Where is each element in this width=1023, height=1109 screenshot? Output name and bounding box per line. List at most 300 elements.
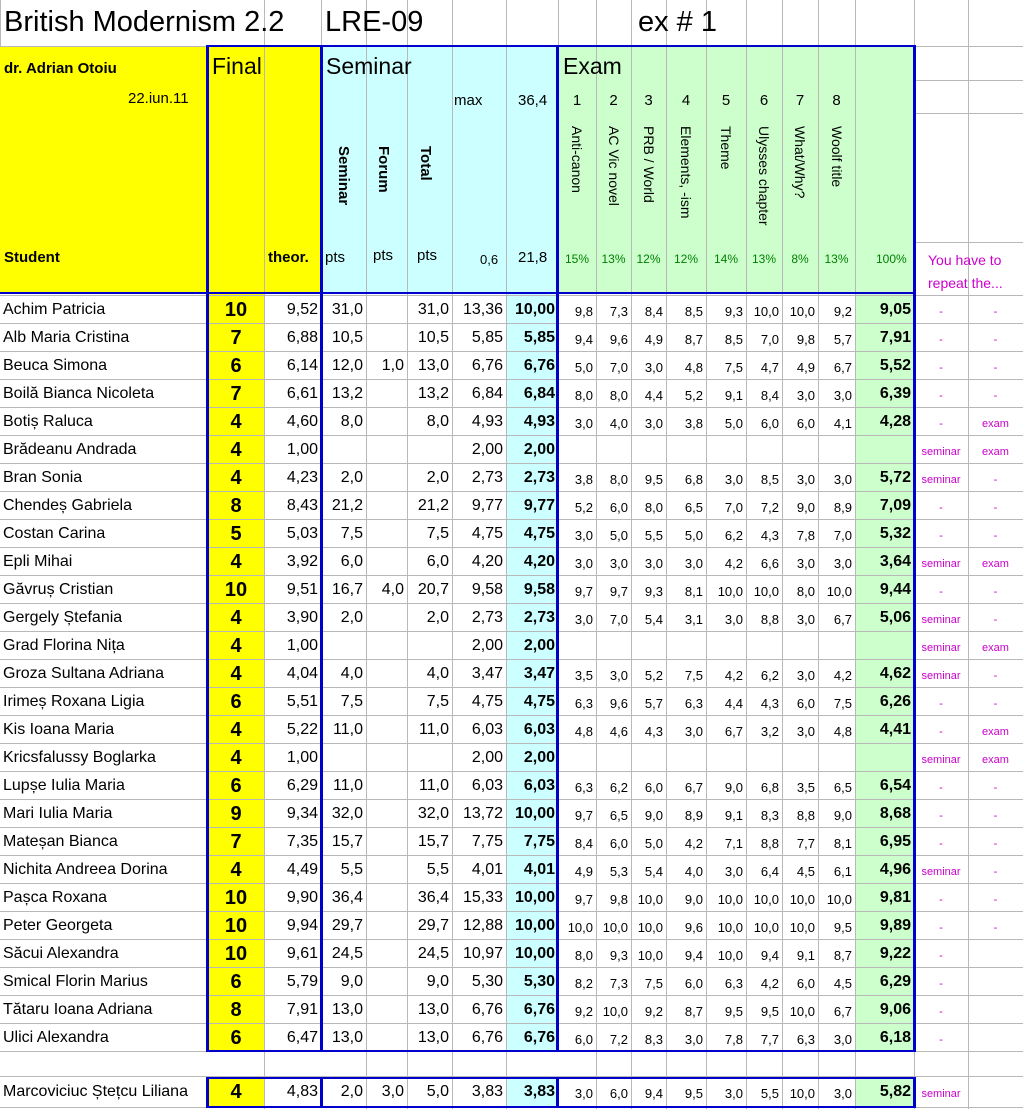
table-row <box>0 632 1023 660</box>
exam-question-score: 3,8 <box>574 472 593 487</box>
exam-question-score: 7,3 <box>609 976 628 991</box>
final-grade: 4 <box>230 859 242 881</box>
exam-score: 4,62 <box>879 665 911 682</box>
grid-vline <box>782 0 783 47</box>
scaled-points: 4,93 <box>471 413 503 430</box>
exam-question-score: 5,0 <box>574 360 593 375</box>
teacher-name: dr. Adrian Otoiu <box>4 60 117 77</box>
forum-points <box>366 520 407 548</box>
exam-question-score: 6,2 <box>724 528 743 543</box>
exam-question-score: 4,3 <box>644 724 663 739</box>
student-name: Ulici Alexandra <box>3 1029 109 1046</box>
group-border-vertical <box>206 46 209 1052</box>
exam-question-score: 10,0 <box>717 892 743 907</box>
exam-question-weight: 13% <box>601 252 626 266</box>
repeat-seminar-flag: seminar <box>921 642 961 654</box>
exam-question-score: 3,0 <box>574 1086 593 1101</box>
repeat-seminar-flag: - <box>939 362 943 374</box>
exam-question-score: 9,3 <box>644 584 663 599</box>
course-code: LRE-09 <box>325 6 424 38</box>
exam-score: 5,32 <box>879 525 911 542</box>
total-points: 5,0 <box>426 1083 449 1100</box>
exam-question-score: 6,6 <box>760 556 779 571</box>
grid-vline <box>746 0 747 47</box>
repeat-seminar-flag: - <box>939 978 943 990</box>
forum-points <box>366 744 407 772</box>
student-name: Epli Mihai <box>3 553 73 570</box>
forum-points: 1,0 <box>381 357 404 374</box>
student-name: Boilă Bianca Nicoleta <box>3 385 155 402</box>
final-grade: 4 <box>230 1081 242 1103</box>
exam-question-score: 4,5 <box>833 976 852 991</box>
total-points: 5,5 <box>426 861 449 878</box>
scaled-points: 4,75 <box>471 525 503 542</box>
exam-question-score: 4,8 <box>574 724 593 739</box>
table-row <box>0 716 1023 744</box>
exam-question-score: 4,2 <box>760 976 779 991</box>
grid-hline <box>914 113 1023 114</box>
scaled-points: 6,03 <box>471 721 503 738</box>
student-name: Bran Sonia <box>3 469 83 486</box>
grid-vline <box>631 0 632 47</box>
exam-question-score: 6,0 <box>644 780 663 795</box>
exam-question-score: 6,7 <box>724 724 743 739</box>
exam-question-score: 6,7 <box>684 780 703 795</box>
scaled-points: 6,76 <box>471 357 503 374</box>
exam-question-score: 6,3 <box>724 976 743 991</box>
exam-question-score: 10,0 <box>637 920 663 935</box>
exam-question-score <box>818 436 855 464</box>
repeat-exam-flag: - <box>993 698 998 710</box>
exam-question-score: 4,2 <box>724 556 743 571</box>
table-row <box>0 1078 1023 1106</box>
seminar-score: 2,00 <box>523 749 555 766</box>
final-grade: 4 <box>230 719 242 741</box>
scaled-points: 10,97 <box>462 945 503 962</box>
exam-question-score: 8,7 <box>684 1004 703 1019</box>
table-row <box>0 940 1023 968</box>
student-name: Tătaru Ioana Adriana <box>3 1001 153 1018</box>
exam-question-score: 10,0 <box>753 584 779 599</box>
exam-question-score: 10,0 <box>826 584 852 599</box>
repeat-seminar-flag: seminar <box>921 754 961 766</box>
exam-score <box>855 632 914 660</box>
total-points: 7,5 <box>426 693 449 710</box>
exam-question-score: 6,4 <box>760 864 779 879</box>
exam-question-number: 6 <box>759 92 769 109</box>
exam-question-score: 3,0 <box>684 1032 703 1047</box>
table-row <box>0 520 1023 548</box>
total-points <box>407 744 452 772</box>
exam-question-score: 3,0 <box>833 1032 852 1047</box>
exam-question-score: 9,5 <box>684 1086 703 1101</box>
exam-question-score: 3,5 <box>796 780 815 795</box>
scaled-points: 2,00 <box>471 637 503 654</box>
exam-question-score: 5,0 <box>644 836 663 851</box>
group-border-header-bottom <box>0 292 916 294</box>
exam-question-weight: 15% <box>564 252 590 266</box>
seminar-score: 9,77 <box>523 497 555 514</box>
table-row <box>0 800 1023 828</box>
exam-question-score: 9,4 <box>574 332 593 347</box>
seminar-pts-label: pts <box>325 249 346 266</box>
exam-question-score: 6,2 <box>760 668 779 683</box>
exam-question-score: 7,5 <box>684 668 703 683</box>
exam-question-score: 5,4 <box>644 864 663 879</box>
forum-points <box>366 1024 407 1052</box>
group-border-vertical <box>206 1077 209 1108</box>
exam-question-score: 8,5 <box>760 472 779 487</box>
group-border-extra-top <box>206 1077 916 1079</box>
exam-score: 7,09 <box>879 497 911 514</box>
scaled-points: 3,47 <box>471 665 503 682</box>
repeat-seminar-flag: - <box>939 390 943 402</box>
exam-question-score: 6,3 <box>796 1032 815 1047</box>
seminar-score: 7,75 <box>523 833 555 850</box>
exam-question-score: 3,0 <box>574 612 593 627</box>
seminar-points: 2,0 <box>340 1083 363 1100</box>
total-points: 10,5 <box>417 329 449 346</box>
exam-question-score: 7,5 <box>833 696 852 711</box>
total-points: 2,0 <box>426 609 449 626</box>
exam-question-score: 3,0 <box>724 612 743 627</box>
group-border-vertical <box>556 46 559 1052</box>
exam-question-score: 7,3 <box>609 304 628 319</box>
repeat-exam-flag: exam <box>982 726 1009 738</box>
theoretical-grade: 7,35 <box>286 833 318 850</box>
exam-question-score: 7,0 <box>760 332 779 347</box>
theor-column-label: theor. <box>268 249 309 266</box>
group-border-vertical <box>913 1077 916 1108</box>
exam-question-score: 8,7 <box>833 948 852 963</box>
repeat-exam-flag <box>968 940 1023 968</box>
exam-question-number: 3 <box>644 92 653 109</box>
exam-question-score: 6,7 <box>833 1004 852 1019</box>
exam-question-score: 3,0 <box>833 1086 852 1101</box>
theoretical-grade: 4,60 <box>286 413 318 430</box>
theoretical-grade: 9,34 <box>286 805 318 822</box>
final-grade: 5 <box>230 523 242 545</box>
exam-question-score: 9,0 <box>833 808 852 823</box>
exam-question-topic: Theme <box>718 126 734 170</box>
student-name: Nichita Andreea Dorina <box>3 861 168 878</box>
total-points: 29,7 <box>417 917 449 934</box>
exam-question-score: 8,5 <box>684 304 703 319</box>
exam-question-score: 3,8 <box>684 416 703 431</box>
group-border-extra-bottom <box>206 1106 916 1108</box>
seminar-score: 9,58 <box>523 581 555 598</box>
exam-question-score: 10,0 <box>789 892 815 907</box>
repeat-seminar-flag: - <box>939 530 943 542</box>
exam-question-score: 10,0 <box>717 584 743 599</box>
forum-points: 3,0 <box>381 1083 404 1100</box>
exam-question-score: 10,0 <box>637 892 663 907</box>
forum-points <box>366 464 407 492</box>
theoretical-grade: 4,04 <box>286 665 318 682</box>
repeat-exam-flag: - <box>993 502 998 514</box>
table-row <box>0 464 1023 492</box>
exam-question-weight: 13% <box>824 252 849 266</box>
exam-question-score: 3,0 <box>724 472 743 487</box>
exam-question-score <box>631 436 666 464</box>
table-row <box>0 884 1023 912</box>
total-points: 15,7 <box>417 833 449 850</box>
student-name: Mateșan Bianca <box>3 833 118 850</box>
exam-question-score: 8,3 <box>760 808 779 823</box>
seminar-points: 11,0 <box>333 721 363 738</box>
repeat-exam-flag: - <box>993 894 998 906</box>
total-points: 13,0 <box>417 1029 449 1046</box>
exam-question-score: 9,8 <box>609 892 628 907</box>
repeat-seminar-flag: - <box>939 334 943 346</box>
exam-question-score: 6,1 <box>833 864 852 879</box>
exam-score: 3,64 <box>879 553 911 570</box>
exam-question-score: 3,0 <box>796 388 815 403</box>
forum-pts-label: pts <box>373 247 394 264</box>
table-row <box>0 856 1023 884</box>
final-grade: 6 <box>230 971 242 993</box>
seminar-points: 2,0 <box>340 609 363 626</box>
theoretical-grade: 4,83 <box>286 1083 318 1100</box>
final-grade: 7 <box>230 327 242 349</box>
seminar-points <box>321 744 366 772</box>
exam-score: 5,82 <box>879 1083 911 1100</box>
theoretical-grade: 9,52 <box>286 301 318 318</box>
exam-question-score: 3,2 <box>760 724 779 739</box>
theoretical-grade: 9,61 <box>286 945 318 962</box>
exam-score <box>855 744 914 772</box>
exam-question-score: 8,4 <box>760 388 779 403</box>
exam-question-score: 10,0 <box>717 920 743 935</box>
scaled-points: 5,30 <box>471 973 503 990</box>
exam-question-score: 8,4 <box>574 836 593 851</box>
exam-question-score: 10,0 <box>602 1004 628 1019</box>
table-row <box>0 1024 1023 1052</box>
student-name: Irimeș Roxana Ligia <box>3 693 145 710</box>
forum-points <box>366 940 407 968</box>
exam-question-score: 9,7 <box>574 584 593 599</box>
repeat-seminar-flag: - <box>939 1006 943 1018</box>
exam-score: 9,89 <box>879 917 911 934</box>
forum-points <box>366 716 407 744</box>
exam-question-score: 4,4 <box>644 388 663 403</box>
seminar-points: 12,0 <box>331 357 363 374</box>
grid-vline <box>452 0 453 47</box>
total-points: 8,0 <box>426 413 449 430</box>
exam-question-score <box>818 744 855 772</box>
exam-question-score <box>631 744 666 772</box>
exam-question-score: 4,0 <box>609 416 628 431</box>
total-pts-label: pts <box>417 247 438 264</box>
seminar-points: 4,0 <box>340 665 363 682</box>
total-points: 24,5 <box>417 945 449 962</box>
exam-question-score: 4,9 <box>796 360 815 375</box>
total-points: 6,0 <box>426 553 449 570</box>
exam-question-score: 7,8 <box>796 528 815 543</box>
exam-question-score: 3,0 <box>833 556 852 571</box>
exam-question-score: 9,7 <box>574 892 593 907</box>
exam-question-score <box>818 632 855 660</box>
exam-question-score: 5,5 <box>760 1086 779 1101</box>
table-row <box>0 408 1023 436</box>
exam-question-score: 4,8 <box>684 360 703 375</box>
exam-question-score: 6,3 <box>574 696 593 711</box>
seminar-score: 2,73 <box>523 469 555 486</box>
seminar-score: 4,75 <box>523 693 555 710</box>
final-grade: 6 <box>230 1027 242 1049</box>
table-row <box>0 436 1023 464</box>
repeat-exam-flag: - <box>993 530 998 542</box>
exam-question-number: 4 <box>681 92 691 109</box>
sheet-title: British Modernism 2.2 <box>4 6 285 38</box>
seminar-score: 10,00 <box>514 301 555 318</box>
repeat-exam-flag: - <box>993 922 998 934</box>
exam-question-score: 5,4 <box>644 612 663 627</box>
repeat-exam-flag: - <box>993 838 998 850</box>
exam-score <box>855 436 914 464</box>
exam-question-score: 3,0 <box>684 724 703 739</box>
exam-question-score: 5,0 <box>724 416 743 431</box>
exam-question-score <box>782 744 818 772</box>
final-grade: 7 <box>230 831 242 853</box>
repeat-exam-flag <box>968 1078 1023 1106</box>
exam-question-topic: Elements, -ism <box>678 126 694 219</box>
forum-points <box>366 436 407 464</box>
exam-question-score: 7,2 <box>609 1032 628 1047</box>
repeat-seminar-flag: seminar <box>921 866 961 878</box>
grid-vline <box>0 0 1 47</box>
grid-hline <box>914 242 1023 243</box>
repeat-exam-flag: exam <box>982 642 1009 654</box>
exam-score: 9,05 <box>879 301 911 318</box>
forum-points <box>366 660 407 688</box>
final-grade: 10 <box>224 915 248 937</box>
exam-question-score: 6,7 <box>833 612 852 627</box>
total-points: 13,0 <box>417 1001 449 1018</box>
scaled-points: 5,85 <box>471 329 503 346</box>
exam-question-score: 3,0 <box>574 556 593 571</box>
exam-question-score: 9,1 <box>796 948 815 963</box>
exam-question-score: 4,1 <box>833 416 852 431</box>
exam-question-topic: AC Vic novel <box>605 126 622 206</box>
student-name: Găvruș Cristian <box>3 581 114 598</box>
exam-question-score <box>782 632 818 660</box>
exam-question-score: 10,0 <box>789 920 815 935</box>
repeat-seminar-flag: seminar <box>921 614 961 626</box>
exam-question-score: 3,0 <box>796 556 815 571</box>
exam-question-score <box>666 436 706 464</box>
repeat-seminar-flag: - <box>939 726 943 738</box>
forum-points <box>366 856 407 884</box>
exam-score: 4,96 <box>879 861 911 878</box>
exam-question-score: 5,2 <box>644 668 663 683</box>
exam-question-score: 4,6 <box>609 724 628 739</box>
exam-question-score: 8,0 <box>574 388 593 403</box>
seminar-points: 32,0 <box>331 805 363 822</box>
seminar-points: 2,0 <box>340 469 363 486</box>
exam-question-score: 8,3 <box>644 1032 663 1047</box>
exam-question-score <box>558 744 596 772</box>
exam-question-score: 3,0 <box>796 472 815 487</box>
exam-question-topic: Ulysses chapter <box>756 126 772 226</box>
seminar-points: 16,7 <box>331 581 363 598</box>
seminar-score: 5,85 <box>523 329 555 346</box>
exam-question-score: 9,4 <box>760 948 779 963</box>
exam-question-score: 7,8 <box>724 1032 743 1047</box>
repeat-exam-flag: exam <box>982 754 1009 766</box>
exam-question-topic: What/Why? <box>792 126 808 199</box>
scaled-points: 13,72 <box>462 805 503 822</box>
repeat-exam-flag: - <box>993 782 998 794</box>
seminar-score: 3,47 <box>523 665 555 682</box>
exam-question-score: 3,0 <box>796 668 815 683</box>
repeat-exam-flag: - <box>993 334 998 346</box>
exam-question-score: 8,8 <box>760 612 779 627</box>
exam-question-score: 3,0 <box>724 1086 743 1101</box>
scaled-points: 13,36 <box>462 301 503 318</box>
final-grade: 4 <box>230 439 242 461</box>
exam-date: 22.iun.11 <box>128 90 189 107</box>
student-name: Botiș Raluca <box>3 413 93 430</box>
exam-question-weight: 12% <box>636 252 661 266</box>
max-label: max <box>454 92 483 109</box>
scaled-points: 9,58 <box>471 581 503 598</box>
exam-question-score: 9,2 <box>833 304 852 319</box>
exam-question-score: 4,7 <box>760 360 779 375</box>
exam-question-score <box>666 632 706 660</box>
seminar-score: 6,03 <box>523 721 555 738</box>
repeat-seminar-flag: - <box>939 810 943 822</box>
exam-question-score: 10,0 <box>789 1004 815 1019</box>
exam-question-score <box>596 632 631 660</box>
forum-points <box>366 548 407 576</box>
exam-question-score: 9,2 <box>574 1004 593 1019</box>
exam-question-weight: 8% <box>791 252 809 266</box>
exam-score: 6,29 <box>879 973 911 990</box>
exam-question-score: 5,2 <box>574 500 593 515</box>
student-name: Mari Iulia Maria <box>3 805 113 822</box>
exam-question-score: 6,0 <box>796 696 815 711</box>
exam-question-score: 5,5 <box>644 528 663 543</box>
exam-question-score: 10,0 <box>753 892 779 907</box>
theoretical-grade: 9,94 <box>286 917 318 934</box>
exam-question-score: 9,4 <box>684 948 703 963</box>
repeat-seminar-flag: seminar <box>921 474 961 486</box>
forum-points <box>366 688 407 716</box>
exam-question-score <box>558 632 596 660</box>
exam-question-score: 8,0 <box>574 948 593 963</box>
scaled-points: 9,77 <box>471 497 503 514</box>
exam-question-score: 4,8 <box>833 724 852 739</box>
repeat-seminar-flag: seminar <box>921 446 961 458</box>
final-grade: 9 <box>230 803 242 825</box>
theoretical-grade: 5,22 <box>286 721 318 738</box>
repeat-note-line1: You have to <box>928 252 1002 268</box>
theoretical-grade: 6,88 <box>286 329 318 346</box>
group-border-top <box>206 45 916 47</box>
seminar-score: 4,93 <box>523 413 555 430</box>
seminar-points: 24,5 <box>331 945 363 962</box>
exam-question-score: 7,5 <box>724 360 743 375</box>
seminar-score: 10,00 <box>514 945 555 962</box>
exam-question-score: 6,8 <box>684 472 703 487</box>
theoretical-grade: 4,49 <box>286 861 318 878</box>
total-points: 7,5 <box>426 525 449 542</box>
total-points: 13,2 <box>417 385 449 402</box>
exam-question-score: 5,0 <box>684 528 703 543</box>
max-value: 36,4 <box>518 92 548 109</box>
forum-points <box>366 968 407 996</box>
